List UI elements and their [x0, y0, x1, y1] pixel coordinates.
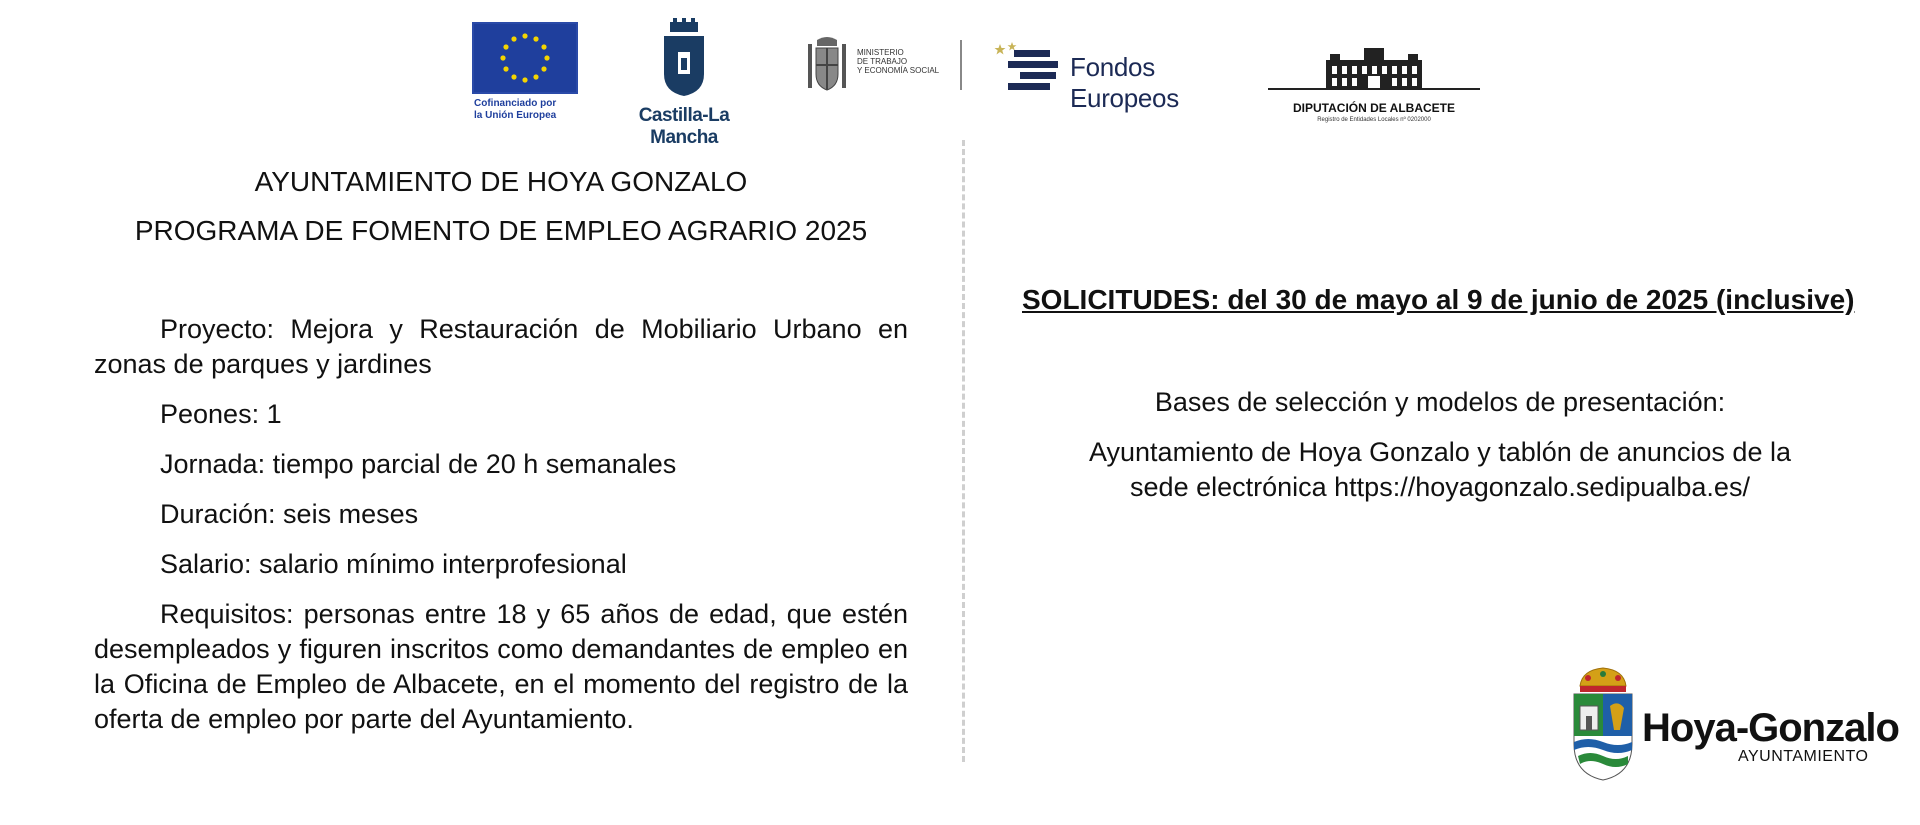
ministerio-logo [802, 34, 962, 94]
hoya-gonzalo-sub: AYUNTAMIENTO [1738, 748, 1869, 765]
logo-strip [0, 18, 1920, 148]
ministerio-line2: DE TRABAJO [857, 57, 908, 66]
ayuntamiento-sede-line1: Ayuntamiento de Hoya Gonzalo y tablón de anuncios de la [1089, 437, 1791, 467]
salario-text: Salario: salario mínimo interprofesional [160, 549, 627, 579]
castilla-la-mancha-logo [604, 18, 764, 149]
spain-coat-of-arms-icon [802, 34, 852, 94]
ayuntamiento-title: AYUNTAMIENTO DE HOYA GONZALO [254, 166, 748, 197]
ayuntamiento-sede-text [1022, 435, 1858, 505]
fondos-europeos-label: Fondos Europeos [1070, 52, 1179, 113]
diputacion-sub: Registro de Entidades Locales nº 0202000 [1317, 117, 1431, 123]
solicitudes-text: SOLICITUDES: del 30 de mayo al 9 de junio de 2025 (inclusive) [1022, 284, 1855, 315]
requisitos-text: Requisitos: personas entre 18 y 65 años de edad, que estén desempleados y figuren inscritos como demandantes de empleo en la Oficina de Empleo de Albacete, en el momento del registro de la oferta de empleo por parte del Ayuntamiento. [94, 599, 908, 734]
clm-shield-icon [654, 18, 714, 98]
eu-caption [472, 98, 578, 122]
clm-caption: Castilla-La Mancha [638, 105, 730, 148]
hoya-gonzalo-coat-of-arms-icon [1568, 664, 1638, 784]
column-divider [962, 140, 965, 762]
ministerio-text [857, 48, 939, 75]
ayuntamiento-sede-line2: sede electrónica https://hoyagonzalo.sedipualba.es/ [1130, 472, 1750, 502]
fondos-europeos-logo [994, 42, 1254, 113]
bases-text: Bases de selección y modelos de presentación: [1154, 387, 1726, 417]
programa-title: PROGRAMA DE FOMENTO DE EMPLEO AGRARIO 2025 [134, 215, 868, 246]
peones-text: Peones: 1 [160, 399, 282, 429]
left-column [94, 160, 908, 737]
duracion-text: Duración: seis meses [160, 499, 419, 529]
right-column [1022, 282, 1858, 505]
proyecto-text: Proyecto: Mejora y Restauración de Mobiliario Urbano en zonas de parques y jardines [94, 314, 908, 379]
fondos-europeos-icon [994, 42, 1066, 92]
diputacion-albacete-logo [1268, 46, 1480, 126]
ministerio-line1: MINISTERIO [857, 48, 904, 57]
ministerio-line3: Y ECONOMÍA SOCIAL [857, 66, 940, 75]
eu-caption-line1: Cofinanciado por [474, 98, 557, 109]
eu-logo [472, 22, 578, 122]
ministerio-separator [960, 40, 962, 90]
hoya-gonzalo-name: Hoya-Gonzalo [1642, 706, 1899, 750]
eu-flag-icon [472, 22, 578, 94]
diputacion-building-icon [1268, 46, 1480, 96]
hoya-gonzalo-logo [1568, 664, 1899, 786]
jornada-text: Jornada: tiempo parcial de 20 h semanales [160, 449, 677, 479]
diputacion-name: DIPUTACIÓN DE ALBACETE [1293, 101, 1455, 115]
eu-caption-line2: la Unión Europea [474, 110, 557, 121]
